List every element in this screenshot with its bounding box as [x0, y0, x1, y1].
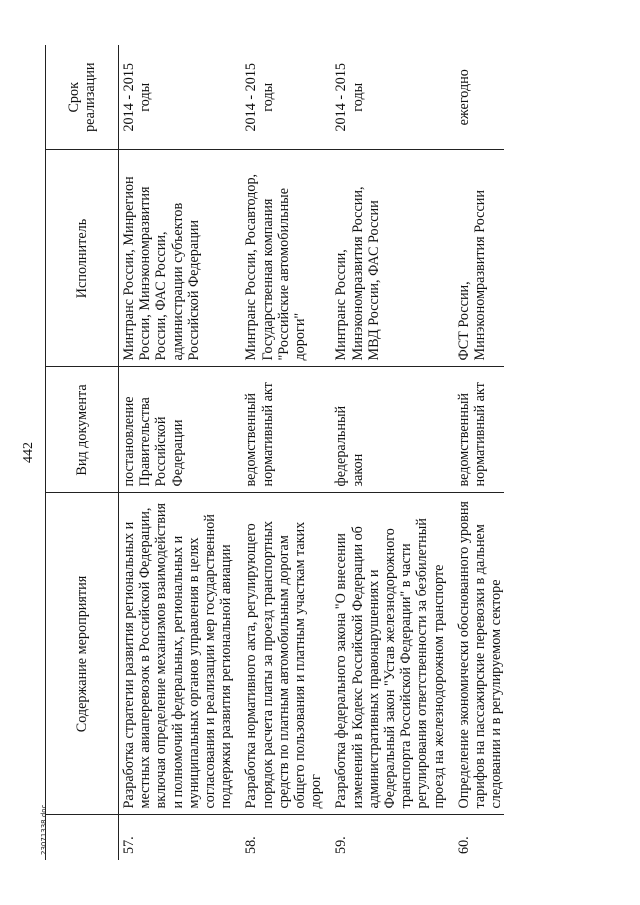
header-num: [46, 815, 119, 860]
row-executor: ФСТ России, Минэкономразвития России: [454, 150, 505, 367]
table-row: [331, 45, 453, 860]
row-term: 2014 - 2015 годы: [331, 45, 453, 150]
table-row: [454, 45, 505, 860]
row-doc-type: федеральный закон: [331, 367, 453, 493]
header-doc-type: Вид документа: [46, 367, 119, 493]
row-executor: Минтранс России, Росавтодор, Государственная компания "Российские автомобильные дороги": [241, 150, 331, 367]
row-executor: Минтранс России, Минэкономразвития России, МВД России, ФАС России: [331, 150, 453, 367]
measures-table: [45, 45, 504, 860]
row-term: 2014 - 2015 годы: [241, 45, 331, 150]
row-term: 2014 - 2015 годы: [119, 45, 242, 150]
header-row: [46, 45, 119, 860]
header-executor: Исполнитель: [46, 150, 119, 367]
row-content: Разработка нормативного акта, регулирующего порядок расчета платы за проезд транспортных средств по платным автомобильным дорогам общего пользования и платным участкам таких дорог: [241, 493, 331, 815]
row-number: 58.: [241, 815, 331, 860]
table-row: [241, 45, 331, 860]
header-content: Содержание мероприятия: [46, 493, 119, 815]
header-term: Срок реализации: [46, 45, 119, 150]
row-content: Разработка стратегии развития региональных и местных авиаперевозок в Российской Федерации, включая определение механизмов взаимодействия и полномочий федеральных, региональных и муниципальных органов управления в целях согласования и реализации мер государственной поддержки развития региональной авиации: [119, 493, 242, 815]
row-number: 60.: [454, 815, 505, 860]
row-executor: Минтранс России, Минрегион России, Минэкономразвития России, ФАС России, администрации субъектов Российской Федерации: [119, 150, 242, 367]
row-doc-type: ведомственный нормативный акт: [454, 367, 505, 493]
row-term: ежегодно: [454, 45, 505, 150]
row-doc-type: ведомственный нормативный акт: [241, 367, 331, 493]
row-doc-type: постановление Правительства Российской Федерации: [119, 367, 242, 493]
row-content: Разработка федерального закона "О внесении изменений в Кодекс Российской Федерации об административных правонарушениях и Федеральный закон "Устав железнодорожного транспорта Российской Федерации" в части регулирования ответственности за безбилетный проезд на железнодорожном транспорте: [331, 493, 453, 815]
file-name: 23071338.doc: [40, 804, 48, 855]
table-row: [119, 45, 242, 860]
row-number: 59.: [331, 815, 453, 860]
row-content: Определение экономически обоснованного уровня тарифов на пассажирские перевозки в дальнем следовании и в регулируемом секторе: [454, 493, 505, 815]
row-number: 57.: [119, 815, 242, 860]
page-number: 442: [21, 442, 36, 463]
